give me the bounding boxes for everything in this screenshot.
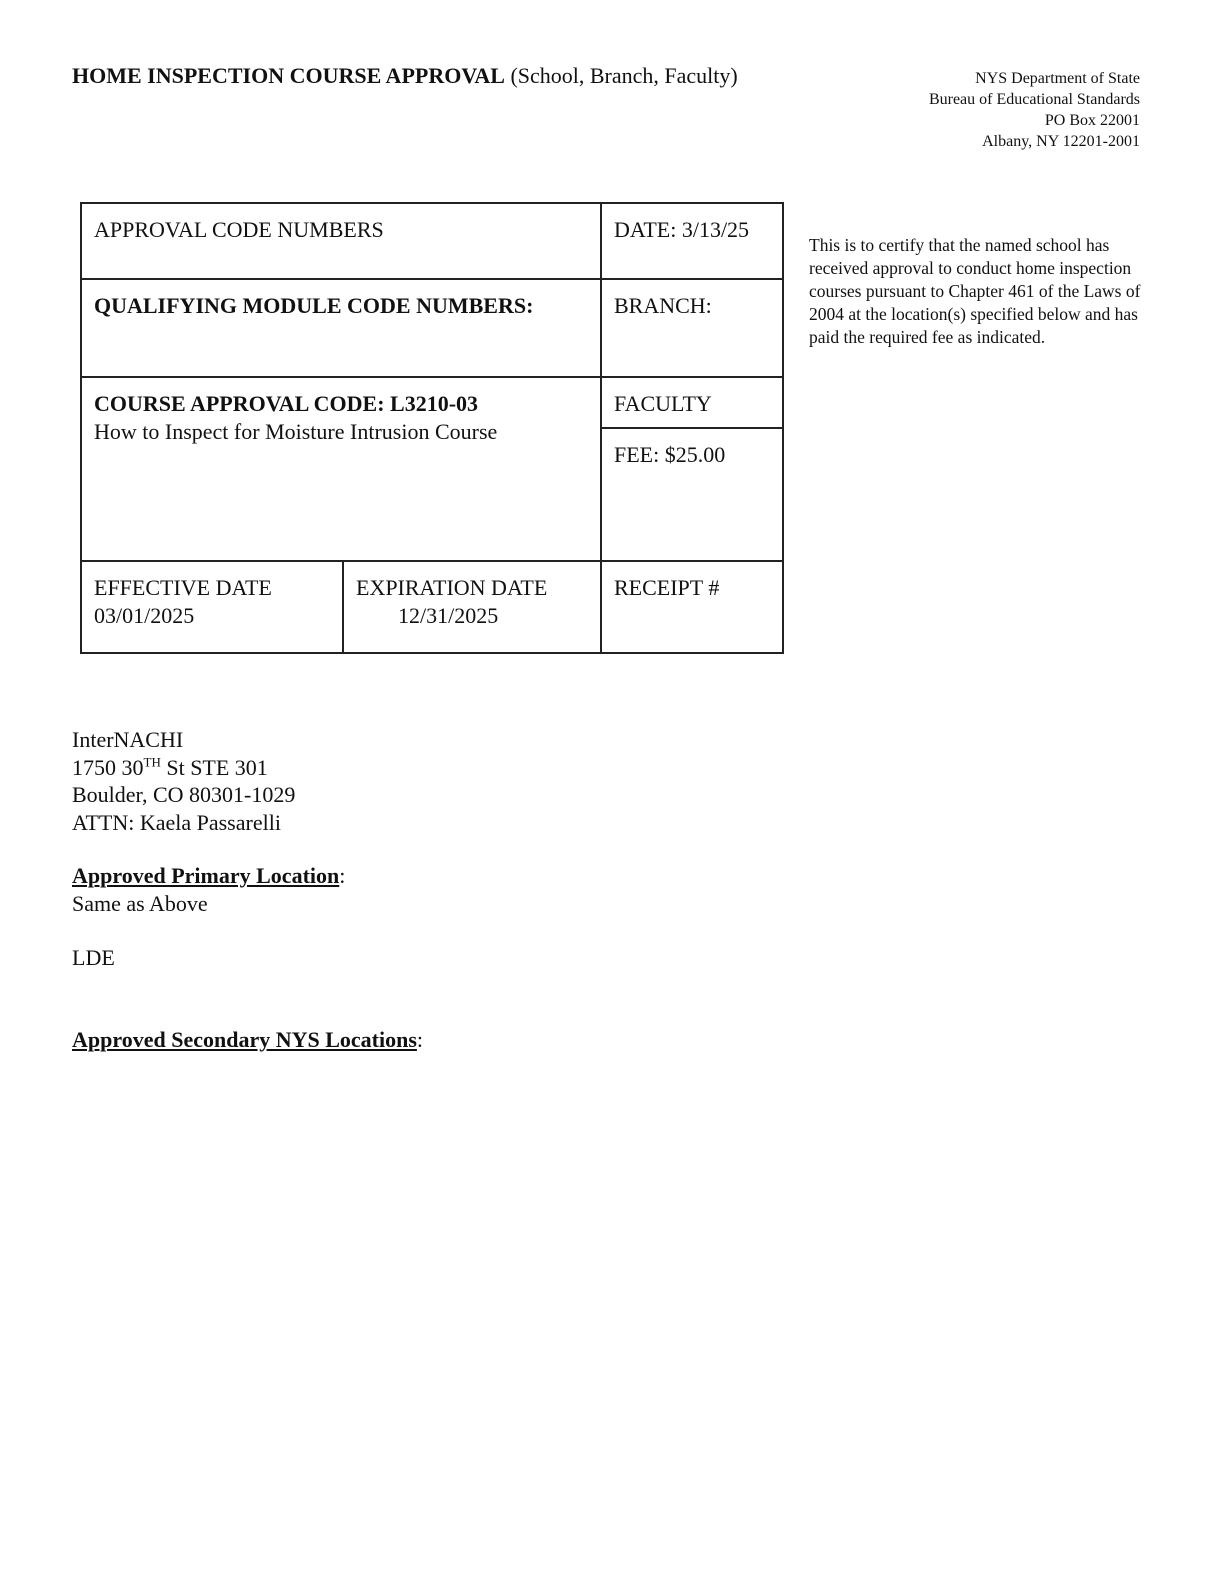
school-name: InterNACHI [72,727,184,752]
street-ordinal: TH [143,754,161,770]
street-name: St STE 301 [160,754,268,780]
lde-label: LDE [72,945,115,970]
primary-location-colon: : [339,863,346,888]
school-attn: ATTN: Kaela Passarelli [72,809,281,835]
certification-text: This is to certify that the named school has received approval to conduct home inspection courses pursuant to Chapter 461 of the Laws of 2004 at the location(s) specified below and has paid the required fee as indicated. [809,235,1141,347]
school-city: Boulder, CO 80301-1029 [72,782,296,807]
expiration-date-cell [344,562,600,642]
secondary-locations-heading [72,1026,423,1054]
effective-date-label: EFFECTIVE DATE [94,575,272,600]
fee-amount: FEE: $25.00 [614,442,726,467]
expiration-date-value: 12/31/2025 [398,603,499,628]
branch-label: BRANCH: [614,293,712,318]
primary-location-label: Approved Primary Location [72,863,340,888]
secondary-locations-label: Approved Secondary NYS Locations [72,1027,417,1052]
primary-location-value: Same as Above [72,891,208,916]
agency-line: NYS Department of State [975,70,1140,87]
agency-line: PO Box 22001 [1044,112,1140,129]
course-name: How to Inspect for Moisture Intrusion Course [94,419,498,444]
secondary-locations-colon: : [416,1027,424,1052]
approval-date: DATE: 3/13/25 [614,217,750,242]
agency-line: Albany, NY 12201-2001 [982,133,1140,150]
course-approval-cell [82,378,600,458]
effective-date-value: 03/01/2025 [94,603,195,628]
school-street [72,754,295,782]
course-approval-code: COURSE APPROVAL CODE: L3210-03 [94,391,479,416]
approval-box [80,202,784,654]
document-title [72,62,738,90]
primary-location-section [72,862,345,918]
expiration-date-label: EXPIRATION DATE [356,575,548,600]
school-address [72,726,295,836]
agency-address [929,68,1140,152]
effective-date-cell [82,562,342,642]
street-number: 1750 30 [72,754,144,780]
document-title-suffix: (School, Branch, Faculty) [504,63,738,88]
agency-line: Bureau of Educational Standards [928,91,1140,108]
primary-location-heading [72,862,345,890]
receipt-label: RECEIPT # [614,575,720,600]
faculty-label: FACULTY [614,391,712,416]
document-title-bold: HOME INSPECTION COURSE APPROVAL [72,63,505,88]
approval-code-numbers-label: APPROVAL CODE NUMBERS [94,217,384,242]
qualifying-module-label: QUALIFYING MODULE CODE NUMBERS: [94,293,534,318]
